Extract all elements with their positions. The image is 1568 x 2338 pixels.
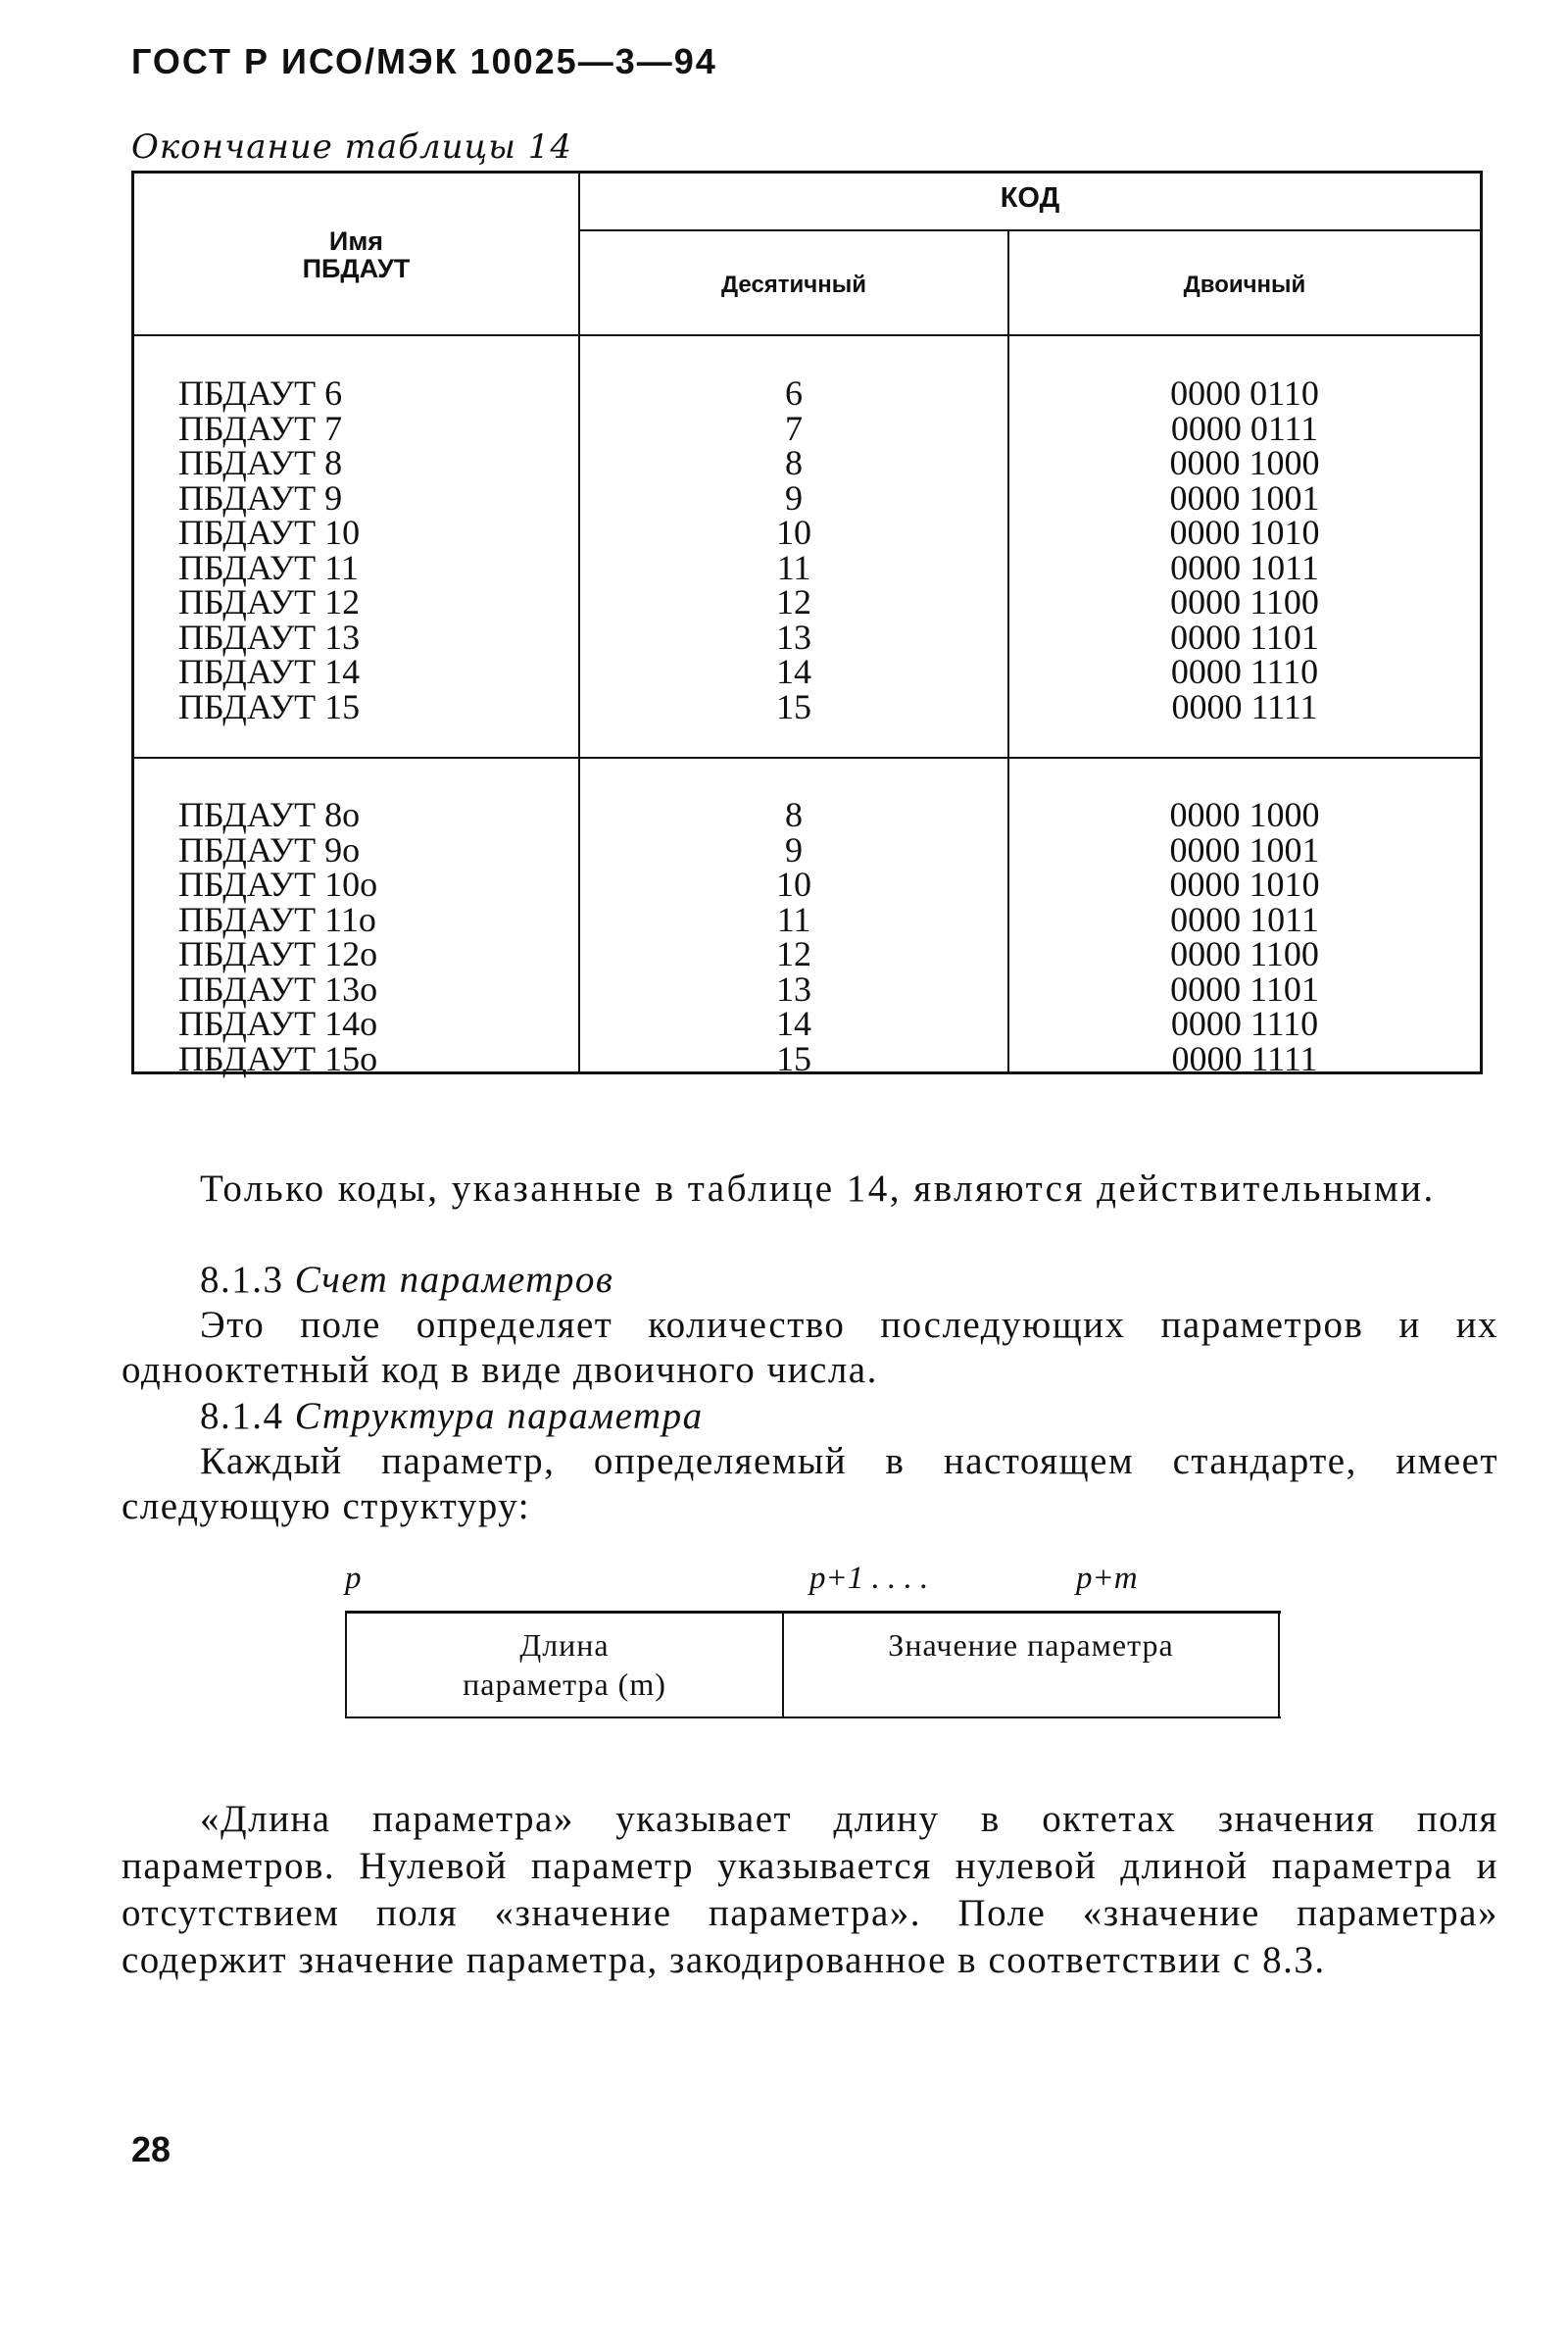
- section-title: Структура параметра: [294, 1395, 704, 1437]
- cell-binary: 0000 1010: [1169, 865, 1320, 904]
- length-cell-line2: параметра (m): [463, 1666, 666, 1702]
- col-name-header-line2: ПБДАУТ: [302, 254, 411, 283]
- cell-name: ПБДАУТ 13о: [178, 969, 378, 1009]
- octet-label-pm: p+m: [1076, 1561, 1138, 1596]
- cell-decimal: 12: [776, 934, 811, 973]
- cell-binary: 0000 1011: [1170, 899, 1319, 939]
- cell-binary: 0000 1100: [1170, 934, 1319, 973]
- col-name-header: [134, 227, 578, 282]
- group1-names: [178, 373, 361, 726]
- cell-binary: 0000 1000: [1169, 795, 1320, 834]
- cell-binary: 0000 0110: [1170, 373, 1319, 413]
- cell-binary: 0000 1010: [1169, 513, 1320, 552]
- cell-binary: 0000 0111: [1170, 408, 1319, 448]
- octet-label-p: p: [345, 1561, 362, 1596]
- cell-binary: 0000 1110: [1170, 652, 1319, 691]
- cell-binary: 0000 1001: [1169, 477, 1320, 518]
- section-title: Счет параметров: [294, 1259, 614, 1301]
- cell-binary: 0000 1100: [1170, 582, 1319, 622]
- paragraph-length-description: «Длина параметра» указывает длину в октетах значения поля параметров. Нулевой параметр указывается нулевой длиной параметра и отсутствием поля «значение параметра». Поле «значение параметра» содержит значение параметра, закодированное в соответствии с 8.3.: [122, 1798, 1498, 1981]
- cell-decimal: 9: [785, 829, 803, 870]
- code-header: КОД: [1000, 182, 1060, 214]
- cell-decimal: 12: [776, 582, 811, 622]
- cell-decimal: 13: [776, 969, 811, 1009]
- cell-name: ПБДАУТ 6: [178, 373, 343, 413]
- cell-name: ПБДАУТ 12: [178, 582, 361, 622]
- cell-name: ПБДАУТ 14о: [178, 1004, 378, 1043]
- cell-decimal: 14: [776, 1004, 811, 1043]
- cell-decimal: 14: [776, 652, 811, 691]
- cell-binary: 0000 1011: [1170, 547, 1319, 587]
- group1-decimal: [580, 373, 1007, 726]
- paragraph-valid-codes: Только коды, указанные в таблице 14, являются действительными.: [200, 1168, 1436, 1210]
- paragraph-parameter-count: Это поле определяет количество последующих параметров и их однооктетный код в виде двоичного числа.: [122, 1304, 1498, 1391]
- section-number: 8.1.4: [200, 1395, 284, 1437]
- cell-binary: 0000 1101: [1170, 617, 1319, 657]
- binary-header: Двоичный: [1183, 272, 1306, 298]
- cell-decimal: 11: [776, 899, 811, 939]
- group2-names: [178, 795, 378, 1078]
- page-number: 28: [131, 2129, 172, 2169]
- decimal-header: Десятичный: [721, 272, 866, 298]
- cell-name: ПБДАУТ 8: [178, 443, 343, 482]
- cell-binary: 0000 1110: [1170, 1004, 1319, 1043]
- cell-decimal: 15: [776, 1038, 811, 1078]
- section-8-1-3-heading: [200, 1258, 613, 1302]
- cell-binary: 0000 1000: [1169, 443, 1320, 482]
- cell-name: ПБДАУТ 15о: [178, 1038, 378, 1078]
- section-8-1-4-heading: [200, 1394, 704, 1438]
- cell-name: ПБДАУТ 14: [178, 652, 361, 691]
- cell-decimal: 10: [776, 513, 811, 552]
- cell-name: ПБДАУТ 7: [178, 408, 343, 448]
- group1-binary: [1009, 373, 1480, 726]
- cell-decimal: 9: [785, 477, 803, 518]
- cell-decimal: 7: [785, 408, 803, 448]
- col-name-header-line1: Имя: [328, 226, 384, 256]
- octet-label-p1: p+1 . . . .: [809, 1561, 929, 1596]
- group2-binary: [1009, 795, 1480, 1078]
- cell-name: ПБДАУТ 10о: [178, 865, 378, 904]
- cell-decimal: 11: [776, 547, 811, 587]
- cell-name: ПБДАУТ 9о: [178, 829, 361, 870]
- section-number: 8.1.3: [200, 1259, 284, 1301]
- cell-name: ПБДАУТ 12о: [178, 934, 378, 973]
- table-caption: Окончание таблицы 14: [131, 127, 572, 167]
- cell-decimal: 6: [785, 373, 803, 413]
- cell-decimal: 13: [776, 617, 811, 657]
- length-cell-line1: Длина: [519, 1627, 610, 1663]
- cell-name: ПБДАУТ 10: [178, 513, 361, 552]
- cell-binary: 0000 1101: [1170, 969, 1319, 1009]
- length-cell: [347, 1625, 782, 1704]
- cell-name: ПБДАУТ 9: [178, 477, 343, 518]
- value-cell: Значение параметра: [888, 1627, 1174, 1663]
- paragraph-parameter-structure: Каждый параметр, определяемый в настоящем стандарте, имеет следующую структуру:: [122, 1440, 1498, 1527]
- group2-decimal: [580, 795, 1007, 1078]
- cell-decimal: 10: [776, 865, 811, 904]
- cell-binary: 0000 1001: [1169, 829, 1320, 870]
- cell-name: ПБДАУТ 11: [178, 547, 359, 587]
- cell-decimal: 8: [785, 443, 803, 482]
- cell-name: ПБДАУТ 15: [178, 686, 361, 726]
- cell-name: ПБДАУТ 8о: [178, 795, 361, 834]
- cell-name: ПБДАУТ 13: [178, 617, 361, 657]
- cell-binary: 0000 1111: [1171, 1038, 1318, 1078]
- cell-decimal: 15: [776, 686, 811, 726]
- document-header: ГОСТ Р ИСО/МЭК 10025—3—94: [131, 41, 717, 81]
- cell-name: ПБДАУТ 11о: [178, 899, 376, 939]
- cell-decimal: 8: [785, 795, 803, 834]
- cell-binary: 0000 1111: [1171, 686, 1318, 726]
